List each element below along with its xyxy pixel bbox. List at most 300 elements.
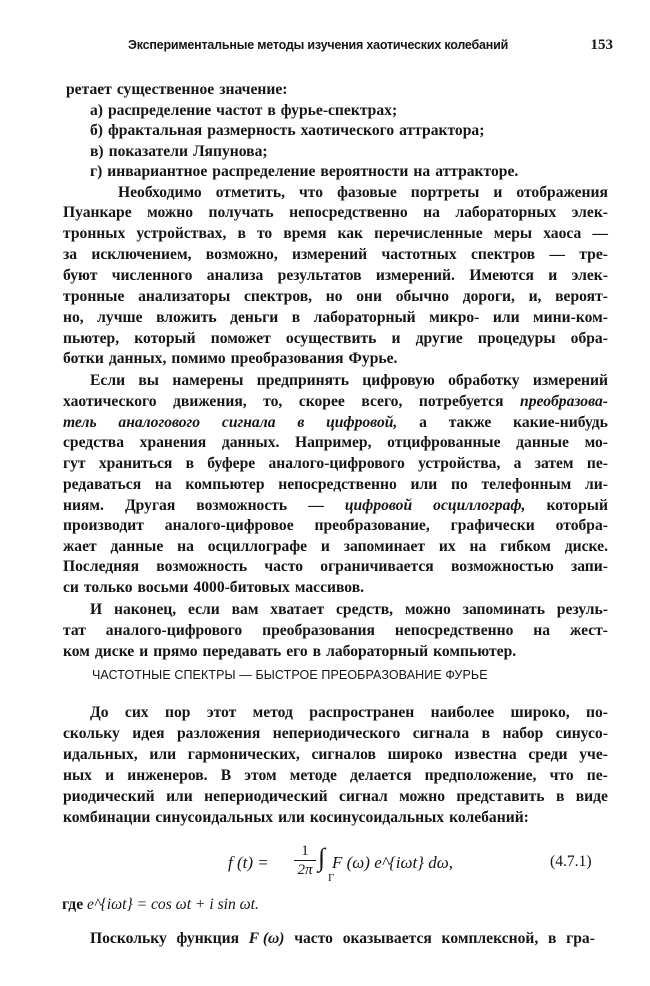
emphasized-word: цифровой,: [326, 414, 398, 431]
text-line: [63, 786, 608, 808]
text-line: [63, 391, 608, 413]
text-line: [63, 515, 608, 537]
word: можно: [399, 788, 446, 805]
word: исключением,: [91, 246, 192, 263]
word: диске.: [564, 538, 608, 555]
word: существенное: [116, 81, 215, 98]
word: среди: [528, 746, 568, 763]
text-line: [63, 265, 608, 287]
word: и: [139, 643, 149, 660]
word: гра-: [566, 930, 595, 947]
word: их: [438, 538, 456, 555]
word: хватает: [270, 601, 325, 618]
word: графически: [450, 517, 535, 534]
integral-sign: ∫: [318, 843, 326, 872]
word: элек-: [571, 204, 608, 221]
word: перечисленные: [374, 225, 483, 242]
word: в: [548, 930, 557, 947]
word: вероят-: [555, 288, 608, 305]
word: лабораторный: [326, 643, 429, 660]
word: аттракторе.: [435, 163, 519, 180]
word: запоминает: [343, 538, 426, 555]
word: и: [548, 267, 558, 284]
text-line: [63, 641, 603, 663]
word: возможность: [156, 558, 248, 575]
formula-lhs: f (t) =: [228, 853, 269, 872]
word: комплексной,: [441, 930, 539, 947]
word: компьютер.: [433, 643, 517, 660]
word: данные: [516, 434, 569, 451]
fraction-denominator: 2π: [297, 862, 313, 878]
word: а: [513, 455, 522, 472]
text-line: [90, 100, 450, 122]
word: аналого-цифровое: [164, 517, 294, 534]
word: ограничивается: [320, 558, 434, 575]
word: данных.: [221, 434, 280, 451]
word: на: [413, 163, 431, 180]
word: метод: [252, 704, 293, 721]
word: б): [90, 122, 103, 139]
word: и: [391, 330, 401, 347]
word: широко: [387, 746, 443, 763]
word: пе-: [586, 767, 608, 784]
word: или: [149, 746, 177, 763]
emphasized-word: аналогового: [118, 414, 201, 431]
word: Поскольку: [90, 930, 167, 947]
word: фрактальная: [108, 122, 203, 139]
word: запоминать: [462, 601, 545, 618]
word: в: [555, 788, 565, 805]
word: широко,: [510, 704, 570, 721]
text-line: [63, 495, 608, 517]
word: что: [299, 184, 324, 201]
word: методе: [289, 767, 337, 784]
word: ниям.: [63, 497, 104, 514]
word: то,: [263, 393, 283, 410]
word: элек-: [571, 267, 608, 284]
word: непосредственно: [289, 204, 408, 221]
word: храниться: [98, 455, 173, 472]
word: и: [493, 184, 503, 201]
word: в: [185, 455, 194, 472]
word: численного: [111, 267, 193, 284]
word: прямо: [153, 643, 198, 660]
word: показатели: [108, 143, 188, 160]
text-line: [63, 474, 608, 496]
word: непосредственно: [278, 476, 397, 493]
word: ли-: [584, 476, 608, 493]
word: лучше: [97, 309, 143, 326]
word: делается: [350, 767, 412, 784]
word: хранения: [139, 434, 207, 451]
word: гармонических,: [187, 746, 300, 763]
word: В: [220, 767, 232, 784]
text-line: [90, 928, 595, 950]
word: всего,: [361, 393, 403, 410]
text-line: [63, 577, 423, 599]
text-line: [63, 765, 608, 787]
word: и,: [528, 288, 542, 305]
word: известна: [454, 746, 517, 763]
word: непосредственно: [394, 622, 514, 639]
word: пьютер,: [63, 330, 120, 347]
word: на: [154, 476, 172, 493]
word: уче-: [579, 746, 608, 763]
word: в): [90, 143, 104, 160]
word: этом: [244, 767, 277, 784]
word: диске: [94, 643, 135, 660]
word: фурье-спектрах;: [280, 102, 398, 119]
running-title: Экспериментальные методы изучения хаотических колебаний: [128, 38, 509, 52]
word: жест-: [569, 622, 608, 639]
word: размерность: [207, 122, 296, 139]
fraction-numerator: 1: [301, 843, 309, 859]
text-line: [63, 723, 608, 745]
word: лабораторный: [313, 309, 416, 326]
word: Последняя: [63, 558, 140, 575]
word: аналого-цифрового: [268, 455, 405, 472]
word: —: [592, 225, 608, 242]
word: 4000-битовых: [193, 579, 290, 596]
word: результатов: [277, 267, 362, 284]
word: за: [63, 246, 78, 263]
text-line: [63, 536, 608, 558]
word: синусоидальных: [155, 809, 274, 826]
emphasized-word: осциллограф,: [433, 497, 526, 514]
word: этот: [206, 704, 237, 721]
word: а): [90, 102, 103, 119]
word: отображения: [516, 184, 608, 201]
formula-fraction: [294, 843, 316, 878]
text-line: [90, 599, 608, 621]
word: частотных: [381, 246, 457, 263]
word: аналого-цифрового: [105, 622, 243, 639]
word: хаоса: [543, 225, 582, 242]
word: который: [134, 330, 196, 347]
word: в: [312, 643, 322, 660]
text-line: [90, 370, 608, 392]
word: значение:: [219, 81, 288, 98]
equation-number: (4.7.1): [550, 853, 592, 870]
word: устройства,: [418, 455, 501, 472]
word: синусо-: [555, 725, 608, 742]
word: средства: [63, 434, 124, 451]
word: отобра-: [555, 517, 608, 534]
text-line: [63, 348, 413, 370]
word: предпринять: [256, 372, 349, 389]
word: получать: [208, 204, 274, 221]
word: его: [286, 643, 308, 660]
word: буют: [63, 267, 98, 284]
word: жает: [63, 538, 97, 555]
word: осциллографе: [207, 538, 308, 555]
word: производит: [63, 517, 144, 534]
word: осуществить: [285, 330, 377, 347]
word: частот: [216, 102, 263, 119]
word: набор: [502, 725, 544, 742]
word: мини-ком-: [533, 309, 608, 326]
word: обработку: [448, 372, 520, 389]
word: обычно: [395, 288, 450, 305]
word: другие: [415, 330, 463, 347]
word: на: [177, 538, 194, 555]
word: ботки: [63, 350, 104, 367]
word: гут: [63, 455, 86, 472]
word: на: [423, 204, 440, 221]
word: До: [90, 704, 109, 721]
word: сигнал: [339, 788, 388, 805]
section-heading: ЧАСТОТНЫЕ СПЕКТРЫ — БЫСТРОЕ ПРЕОБРАЗОВАНИЕ ФУРЬЕ: [92, 668, 488, 682]
word: устройствах,: [136, 225, 227, 242]
word: фазовые: [337, 184, 397, 201]
word: анализаторы: [138, 288, 231, 305]
word: измерений: [532, 372, 608, 389]
word: идея: [132, 725, 165, 742]
page-number: 153: [590, 37, 613, 53]
word: косинусоидальных: [309, 809, 445, 826]
word: тре-: [579, 246, 608, 263]
word: но,: [63, 309, 84, 326]
word: передавать: [202, 643, 282, 660]
text-line: [63, 744, 608, 766]
word: Ляпунова;: [192, 143, 268, 160]
word: колебаний:: [449, 809, 529, 826]
word: также: [448, 414, 492, 431]
text-line: [63, 453, 608, 475]
word: или: [278, 809, 305, 826]
word: отметить,: [215, 184, 285, 201]
word: в: [291, 309, 301, 326]
word: буфере: [207, 455, 256, 472]
word: микро-: [429, 309, 480, 326]
text-line: [63, 556, 608, 578]
word: обра-: [570, 330, 608, 347]
word: можно: [147, 204, 194, 221]
word: возможностью: [450, 558, 554, 575]
word: оказывается: [342, 930, 432, 947]
emphasized-word: преобразова-: [520, 393, 608, 410]
word: они: [356, 288, 383, 305]
word: поможет: [210, 330, 271, 347]
word: редаваться: [63, 476, 142, 493]
word: тат: [63, 622, 86, 639]
word: хаотического: [300, 122, 395, 139]
word: непериодический: [204, 788, 328, 805]
word: который: [546, 497, 608, 514]
word: а: [419, 414, 427, 431]
word: наиболее: [430, 704, 495, 721]
text-line: [118, 182, 608, 204]
word: скорее: [298, 393, 345, 410]
word: преобразования: [262, 622, 375, 639]
word: лабораторных: [455, 204, 557, 221]
word: аттрактора;: [399, 122, 485, 139]
text-line: [63, 328, 608, 350]
word: си: [63, 579, 79, 596]
word: ных: [63, 767, 92, 784]
emphasized-word: сигнала: [221, 414, 276, 431]
text-line: [90, 161, 570, 183]
word: пе-: [586, 455, 608, 472]
word: риодический: [63, 788, 155, 805]
word: функция: [176, 930, 240, 947]
word: и: [105, 767, 115, 784]
word: восьми: [137, 579, 189, 596]
word: —: [549, 246, 565, 263]
word: и: [320, 538, 330, 555]
word: деньги: [230, 309, 279, 326]
word: возможно,: [205, 246, 278, 263]
word: по-: [586, 704, 608, 721]
word: то: [256, 225, 273, 242]
word: или: [166, 788, 193, 805]
text-line: [90, 702, 608, 724]
word: средств,: [335, 601, 394, 618]
word: инвариантное: [107, 163, 208, 180]
word: мо-: [584, 434, 608, 451]
emphasized-word: F (ω): [248, 930, 285, 947]
word: ретает: [66, 81, 112, 98]
word: в: [267, 102, 276, 119]
equation-4-7-1: [228, 843, 608, 893]
word: вы: [138, 372, 159, 389]
word: вероятности: [320, 163, 409, 180]
word: пор: [164, 704, 191, 721]
word: что: [549, 767, 574, 784]
word: время: [283, 225, 327, 242]
word: И: [90, 601, 103, 618]
where-prefix: где: [62, 896, 84, 913]
word: преобразования: [230, 350, 344, 367]
text-line: [63, 286, 608, 308]
word: измерений.: [375, 267, 455, 284]
word: вам: [231, 601, 259, 618]
formula-integrand: F (ω) e^{iωt} dω,: [332, 853, 453, 872]
text-line: [63, 307, 608, 329]
word: как: [337, 225, 363, 242]
word: компьютер: [185, 476, 265, 493]
word: какие-нибудь: [513, 414, 608, 431]
word: помимо: [171, 350, 226, 367]
word: цифровую: [362, 372, 435, 389]
word: по: [450, 476, 468, 493]
word: меры: [493, 225, 533, 242]
emphasized-word: в: [297, 414, 305, 431]
word: процедуры: [477, 330, 556, 347]
word: наконец,: [113, 601, 177, 618]
word: Имеются: [469, 267, 534, 284]
word: но: [325, 288, 343, 305]
word: только: [83, 579, 133, 596]
word: комбинации: [63, 809, 151, 826]
word: на: [533, 622, 551, 639]
word: спектров,: [243, 288, 313, 305]
word: сих: [124, 704, 149, 721]
text-line: [66, 79, 302, 101]
text-line: [63, 412, 608, 434]
word: данных,: [108, 350, 167, 367]
word: массивов.: [294, 579, 365, 596]
integral-contour: Γ: [328, 872, 335, 884]
word: разложения: [176, 725, 261, 742]
word: Фурье.: [348, 350, 398, 367]
word: непериодического: [272, 725, 401, 742]
word: измерений: [292, 246, 368, 263]
word: портреты: [410, 184, 480, 201]
word: если: [187, 601, 220, 618]
word: в: [237, 225, 246, 242]
where-expression: e^{iωt} = cos ωt + i sin ωt.: [87, 896, 259, 913]
word: инженеров.: [127, 767, 208, 784]
word: Необходимо: [118, 184, 202, 201]
word: вложить: [156, 309, 217, 326]
word: сигналов: [311, 746, 376, 763]
emphasized-word: цифровой: [344, 497, 413, 514]
text-line: [63, 202, 608, 224]
word: в: [481, 725, 491, 742]
word: Если: [90, 372, 126, 389]
word: Например,: [295, 434, 372, 451]
text-line: [63, 807, 543, 829]
fraction-bar: [294, 860, 316, 861]
word: виде: [575, 788, 608, 805]
word: часто: [294, 930, 333, 947]
text-line: [90, 141, 268, 163]
text-line: [90, 120, 530, 142]
word: гибком: [500, 538, 551, 555]
word: идальных,: [63, 746, 138, 763]
word: потребуется: [418, 393, 504, 410]
word: отцифрованные: [387, 434, 501, 451]
word: распределение: [108, 102, 212, 119]
word: сигнала: [412, 725, 470, 742]
word: тронных: [63, 225, 126, 242]
where-clause: [62, 896, 259, 914]
word: тронные: [63, 288, 125, 305]
word: —: [308, 497, 324, 514]
word: резуль-: [556, 601, 608, 618]
word: возможность: [196, 497, 288, 514]
word: или: [410, 476, 438, 493]
word: хаотического: [63, 393, 157, 410]
word: запи-: [570, 558, 608, 575]
word: Пуанкаре: [63, 204, 132, 221]
word: или: [492, 309, 520, 326]
word: движения,: [173, 393, 247, 410]
word: телефонным: [481, 476, 572, 493]
word: распределение: [212, 163, 316, 180]
word: предположение,: [424, 767, 537, 784]
word: анализа: [206, 267, 264, 284]
text-line: [63, 620, 608, 642]
word: г): [90, 163, 103, 180]
word: намерены: [172, 372, 244, 389]
word: на: [469, 538, 487, 555]
word: дороги,: [462, 288, 515, 305]
emphasized-word: тель: [63, 414, 97, 431]
word: затем: [534, 455, 574, 472]
word: Другая: [124, 497, 176, 514]
word: ком: [63, 643, 90, 660]
word: данные: [110, 538, 164, 555]
word: спектров: [470, 246, 536, 263]
word: можно: [404, 601, 451, 618]
word: представить: [456, 788, 545, 805]
text-line: [63, 244, 608, 266]
text-line: [63, 432, 608, 454]
running-header: [128, 38, 618, 56]
text-line: [63, 223, 608, 245]
